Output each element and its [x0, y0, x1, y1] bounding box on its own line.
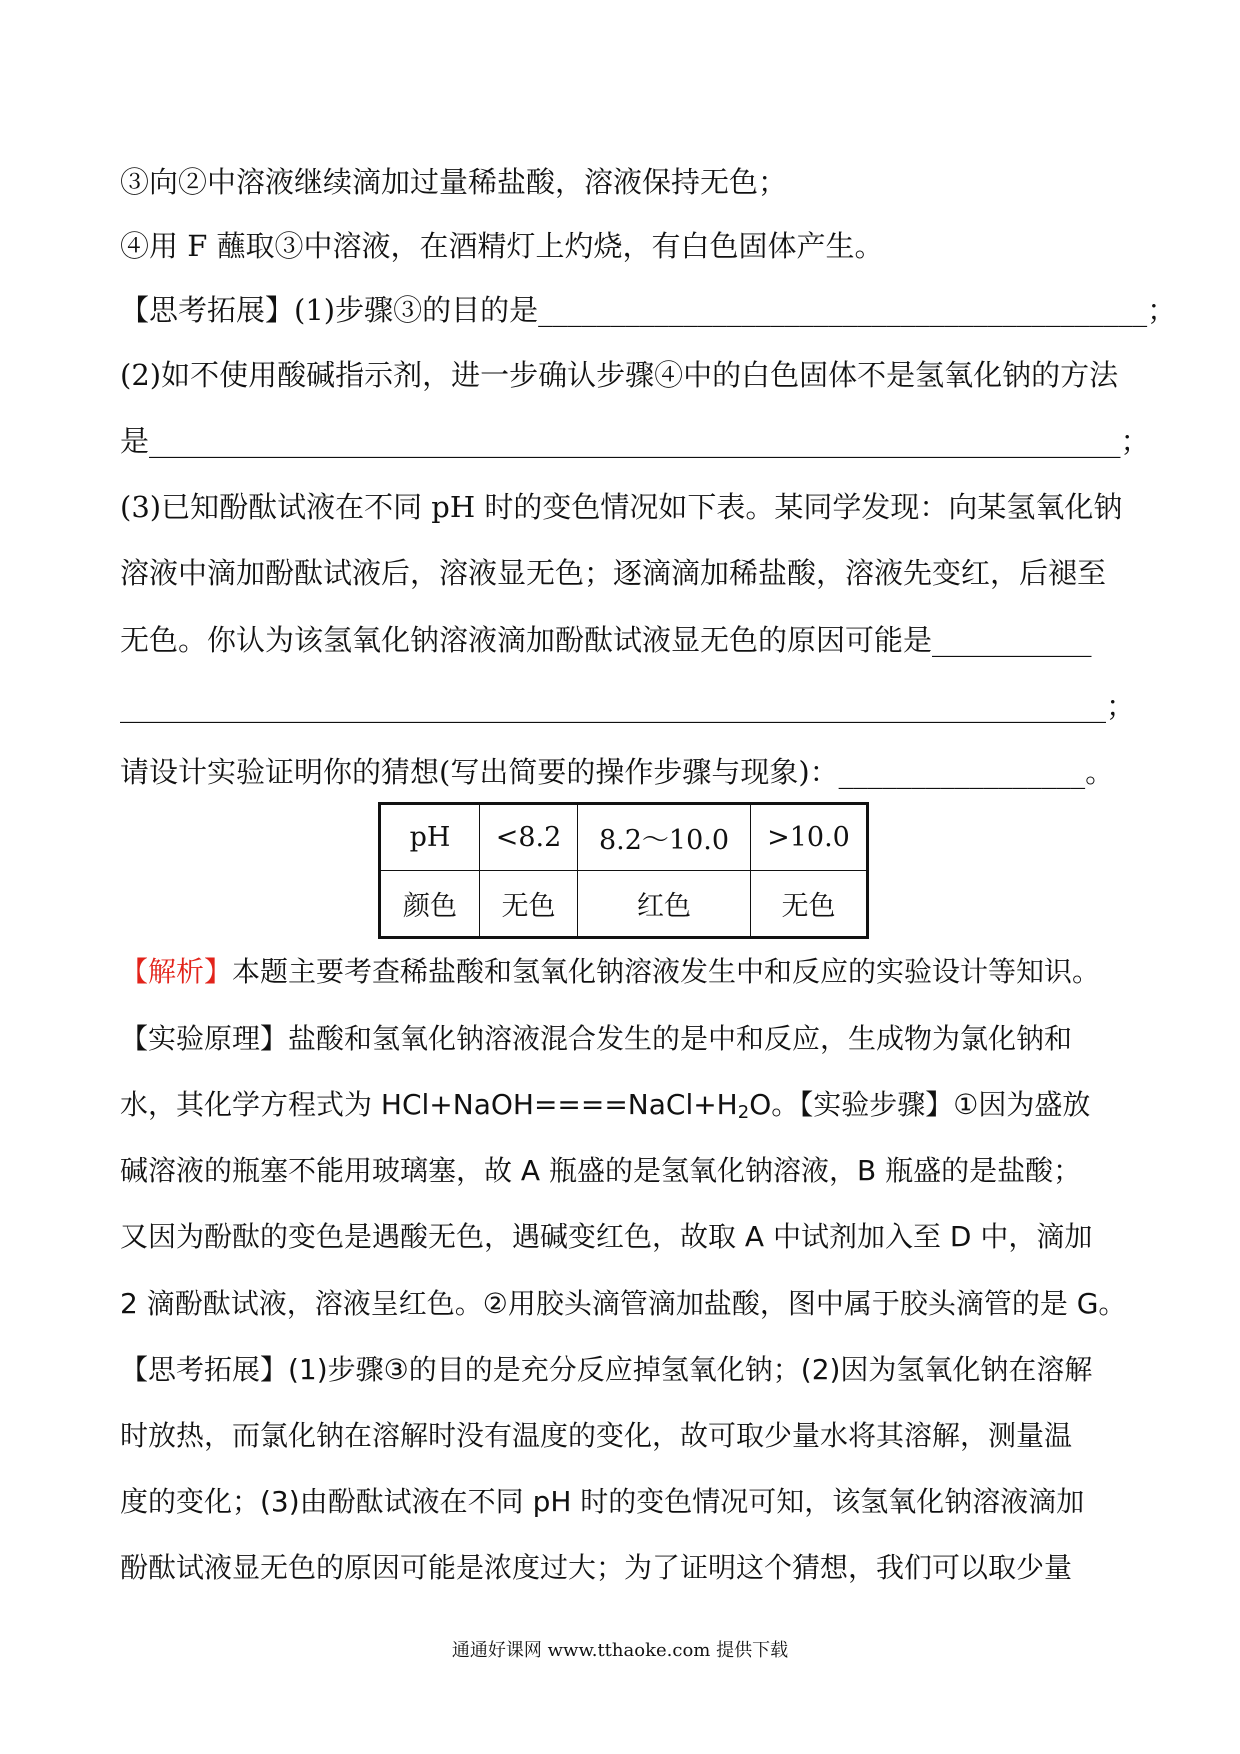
analysis-line: 时放热，而氯化钠在溶解时没有温度的变化，故可取少量水将其溶解，测量温 [120, 1419, 1073, 1452]
table-cell: 无色 [751, 871, 868, 938]
equation-text-tail: O。【实验步骤】①因为盛放 [749, 1088, 1091, 1121]
subscript: 2 [737, 1102, 750, 1123]
equation-text: 水，其化学方程式为 HCl+NaOH====NaCl+H [120, 1088, 738, 1121]
table-cell: pH [380, 804, 480, 871]
page-footer: 通通好课网 www.tthaoke.com 提供下载 [451, 1640, 789, 1661]
question-line: ____________________________________________________________________； [120, 689, 1136, 723]
analysis-line: 酚酞试液显无色的原因可能是浓度过大；为了证明这个猜想，我们可以取少量 [120, 1551, 1073, 1584]
question-line: 请设计实验证明你的猜想(写出简要的操作步骤与现象)：_________________。 [120, 755, 1115, 789]
table-row [380, 871, 868, 938]
analysis-line: 度的变化；(3)由酚酞试液在不同 pH 时的变色情况可知，该氢氧化钠溶液滴加 [120, 1485, 1085, 1518]
analysis-line: 又因为酚酞的变色是遇酸无色，遇碱变红色，故取 A 中试剂加入至 D 中，滴加 [120, 1220, 1093, 1253]
analysis-line [120, 1085, 1090, 1125]
table-cell: 红色 [578, 871, 751, 938]
analysis-intro: 本题主要考查稀盐酸和氢氧化钠溶液发生中和反应的实验设计等知识。 [232, 955, 1101, 988]
question-line: (3)已知酚酞试液在不同 pH 时的变色情况如下表。某同学发现：向某氢氧化钠 [120, 490, 1123, 524]
analysis-line [120, 952, 1100, 992]
table-cell: 颜色 [380, 871, 480, 938]
table-cell: <8.2 [480, 804, 578, 871]
table-cell: 无色 [480, 871, 578, 938]
table-cell: >10.0 [751, 804, 868, 871]
question-line: 【思考拓展】(1)步骤③的目的是__________________________________________； [120, 293, 1177, 327]
analysis-line: 【实验原理】盐酸和氢氧化钠溶液混合发生的是中和反应，生成物为氯化钠和 [120, 1022, 1073, 1055]
question-line: (2)如不使用酸碱指示剂，进一步确认步骤④中的白色固体不是氢氧化钠的方法 [120, 358, 1119, 392]
analysis-line: 【思考拓展】(1)步骤③的目的是充分反应掉氢氧化钠；(2)因为氢氧化钠在溶解 [120, 1353, 1093, 1386]
question-line: 溶液中滴加酚酞试液后，溶液显无色；逐滴滴加稀盐酸，溶液先变红，后褪至 [120, 556, 1107, 590]
analysis-label: 【解析】 [120, 955, 233, 988]
analysis-line: 2 滴酚酞试液，溶液呈红色。②用胶头滴管滴加盐酸，图中属于胶头滴管的是 G。 [120, 1287, 1127, 1320]
question-line: 是___________________________________________________________________； [120, 424, 1150, 458]
ph-color-table [378, 802, 869, 939]
table-cell: 8.2～10.0 [578, 804, 751, 871]
question-line: ③向②中溶液继续滴加过量稀盐酸，溶液保持无色； [120, 165, 788, 199]
question-line: 无色。你认为该氢氧化钠溶液滴加酚酞试液显无色的原因可能是___________ [120, 623, 1092, 657]
analysis-line: 碱溶液的瓶塞不能用玻璃塞，故 A 瓶盛的是氢氧化钠溶液，B 瓶盛的是盐酸； [120, 1154, 1082, 1187]
table-row [380, 804, 868, 871]
question-line: ④用 F 蘸取③中溶液，在酒精灯上灼烧，有白色固体产生。 [120, 229, 884, 263]
